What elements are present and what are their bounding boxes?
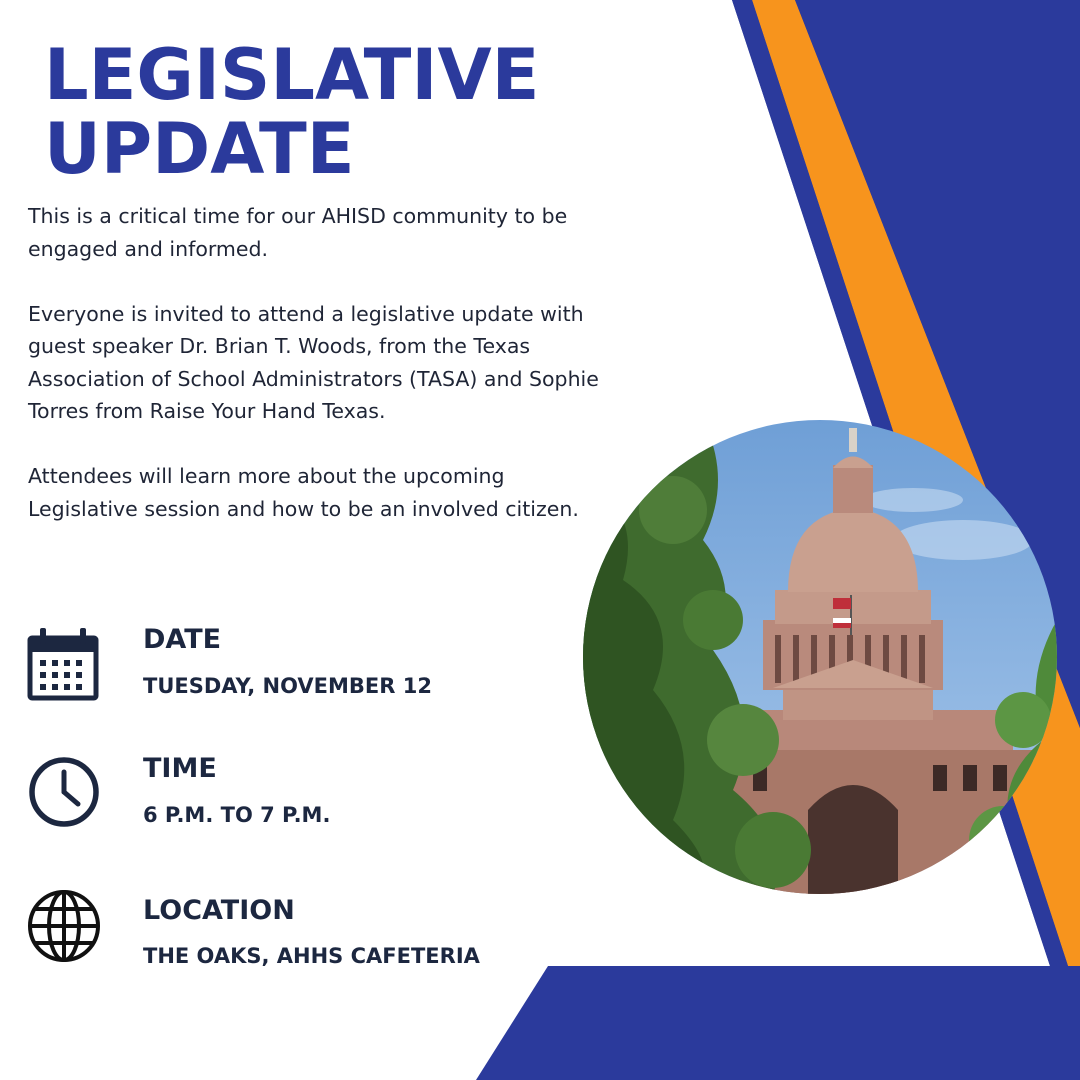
calendar-icon — [26, 626, 102, 702]
paragraph-intro: This is a critical time for our AHISD community to be engaged and informed. — [28, 204, 568, 261]
paragraph-attendees: Attendees will learn more about the upcoming Legislative session and how to be an involved citizen. — [28, 464, 579, 521]
location-label: LOCATION — [143, 895, 295, 926]
globe-icon — [26, 888, 102, 964]
location-value: THE OAKS, AHHS CAFETERIA — [143, 944, 480, 968]
clock-icon — [26, 754, 102, 830]
date-label: DATE — [143, 624, 222, 655]
title-line-2: UPDATE — [44, 108, 355, 190]
date-value: TUESDAY, NOVEMBER 12 — [143, 674, 432, 698]
page-title — [44, 34, 540, 190]
time-value: 6 P.M. TO 7 P.M. — [143, 803, 331, 827]
description — [28, 200, 603, 558]
paragraph-invitation: Everyone is invited to attend a legislative update with guest speaker Dr. Brian T. Woods, from the Texas Association of School Administrators (TASA) and Sophie Torres from Raise Your Hand Texas. — [28, 301, 599, 423]
title-line-1: LEGISLATIVE — [44, 34, 540, 116]
time-label: TIME — [143, 753, 217, 784]
blue-bottom-band — [476, 966, 1080, 1080]
capitol-photo — [583, 420, 1057, 894]
